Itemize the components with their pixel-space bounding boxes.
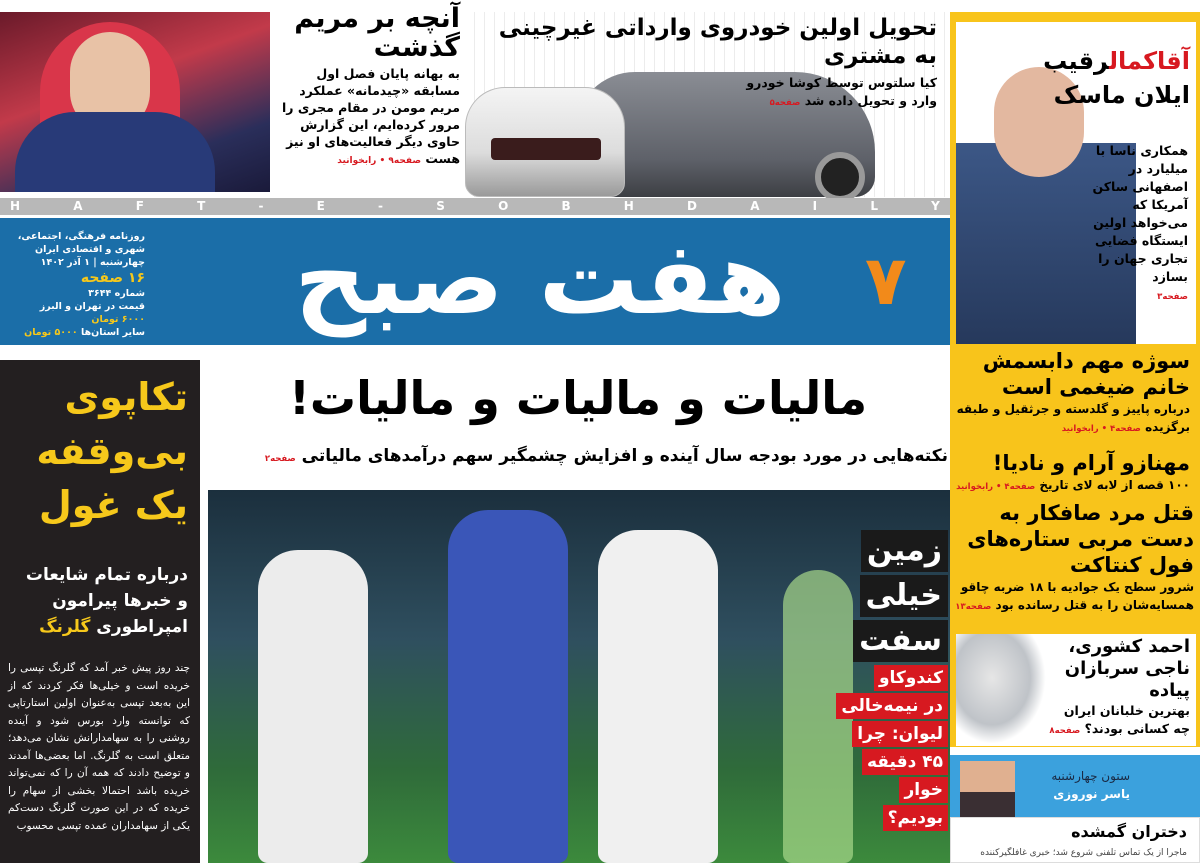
golrang-title-line: بی‌وقفه bbox=[36, 429, 188, 473]
main-subheadline bbox=[208, 446, 948, 466]
golrang-sub-line: درباره تمام شایعات bbox=[25, 565, 188, 585]
photo-body bbox=[15, 112, 215, 192]
murder-body: شرور سطح یک جوادیه با ۱۸ ضربه چاقو همسایه‌شان را به قتل رسانده بود bbox=[960, 580, 1194, 612]
column-author: یاسر نوروزی bbox=[1053, 787, 1130, 801]
strip-letter: F bbox=[135, 199, 144, 213]
mahnaz-article[interactable] bbox=[955, 450, 1190, 496]
price-tehran-label: قیمت در تهران و البرز bbox=[39, 301, 145, 312]
mahnaz-body: ۱۰۰ قصه از لابه لای تاریخ bbox=[1039, 478, 1190, 492]
keshvari-title: احمد کشوری، ناجی سربازان پیاده bbox=[1064, 636, 1190, 701]
kamal-title-red: آقاکمال bbox=[1108, 47, 1190, 75]
price-other: ۵۰۰۰ تومان bbox=[24, 327, 78, 338]
strip-letter: H bbox=[10, 199, 21, 213]
overlay-black-line: خیلی bbox=[860, 575, 948, 617]
maryam-momen-photo bbox=[0, 12, 270, 192]
maryam-article[interactable] bbox=[272, 4, 460, 170]
strip-letter: I bbox=[812, 199, 818, 213]
strip-letter: B bbox=[561, 199, 571, 213]
column-label: ستون چهارشنبه bbox=[1051, 769, 1130, 783]
murder-article[interactable] bbox=[954, 500, 1194, 616]
overlay-red-line: بودیم؟ bbox=[883, 805, 948, 831]
maryam-title: آنچه بر مریم گذشت bbox=[294, 3, 460, 63]
strip-letter: H bbox=[623, 199, 634, 213]
dubsmash-body: درباره پاییز و گلدسته و جرثقیل و طبقه برگزیده bbox=[956, 402, 1190, 434]
overlay-red-line: خوار bbox=[899, 777, 948, 803]
golrang-subtitle bbox=[26, 562, 188, 640]
strip-letter: S bbox=[436, 199, 445, 213]
column-excerpt: ماجرا از یک تماس تلفنی شروع شد؛ خبری غافلگیرکننده bbox=[980, 848, 1187, 858]
dubsmash-title: سوژه مهم دابسمش خانم ضیغمی است bbox=[982, 349, 1190, 399]
mahnaz-ref: صفحه۴ • رابخوانید bbox=[956, 482, 1036, 492]
kamal-ref: صفحه۳ bbox=[1157, 292, 1188, 302]
kamal-body-text: همکاری ناسا با میلیارد در اصفهانی ساکن آمریکا که می‌خواهد اولین ایستگاه فضایی تجاری جهان را بسازد bbox=[1092, 143, 1188, 284]
car-grille bbox=[491, 138, 601, 160]
logo-seven: ۷ bbox=[865, 242, 907, 321]
strip-letter: D bbox=[687, 199, 697, 213]
overlay-black-line: سفت bbox=[853, 620, 948, 662]
subhead-text: نکته‌هایی در مورد بودجه سال آینده و افزایش چشمگیر سهم درآمدهای مالیاتی bbox=[301, 446, 948, 466]
golrang-title bbox=[36, 370, 188, 532]
main-headline[interactable]: مالیات و مالیات و مالیات! bbox=[288, 371, 868, 425]
keshvari-ref: صفحه۸ bbox=[1049, 726, 1081, 736]
maryam-body bbox=[272, 65, 460, 170]
overlay-red-line: کندوکاو bbox=[874, 665, 948, 691]
golrang-article[interactable] bbox=[0, 360, 200, 863]
golrang-title-line: یک غول bbox=[38, 483, 188, 527]
masthead bbox=[0, 218, 950, 345]
car-sub-line2: وارد و تحویل داده شد bbox=[804, 93, 937, 108]
overlay-black-line: زمین bbox=[861, 530, 948, 572]
dubsmash-article[interactable] bbox=[955, 348, 1190, 438]
keshvari-body: بهترین خلبانان ایران چه کسانی بودند؟ bbox=[1063, 703, 1190, 736]
maryam-ref: صفحه۹ • رابخوانید bbox=[337, 156, 422, 166]
strip-letter: A bbox=[750, 199, 760, 213]
car-article[interactable] bbox=[465, 12, 945, 197]
maryam-body-text: به بهانه پایان فصل اول مسابقه «چیدمانه» عملکرد مریم مومن در مقام مجری را مرور کرده‌ایم، این گزارش حاوی دیگر فعالیت‌های او نیز هست bbox=[282, 66, 460, 166]
player-white-left bbox=[258, 550, 368, 863]
murder-title: قتل مرد صافکار به دست مربی ستاره‌های فول کنتاکت bbox=[967, 501, 1194, 577]
car-title: تحویل اولین خودروی وارداتی غیرچینی به مشتری bbox=[498, 15, 937, 69]
player-blue bbox=[448, 510, 568, 863]
white-car-image bbox=[465, 87, 625, 197]
kamal-body bbox=[1078, 142, 1188, 306]
mahnaz-title: مهنازو آرام و نادیا! bbox=[992, 451, 1190, 475]
wednesday-column-header[interactable] bbox=[950, 755, 1200, 817]
dubsmash-ref: صفحه۴ • رابخوانید bbox=[1061, 424, 1141, 434]
overlay-red-line: ۴۵ دقیقه bbox=[862, 749, 948, 775]
overlay-red-line: در نیمه‌خالی bbox=[836, 693, 948, 719]
strip-letter: E bbox=[316, 199, 325, 213]
golrang-body: چند روز پیش خبر آمد که گلرنگ تپسی را خریده است و خیلی‌ها فکر کردند که از این به‌بعد تپسی به‌عنوان اولین استارتاپی که توانسته وارد بورس شود و آینده روشنی را به سهامدارانش نشان می‌دهد؛ متعلق است به گلرنگ. اما بعضی‌ها آمدند و توضیح دادند که همه آن را که نمی‌تواند خریده باشد احتمالا بخشی از سهام را خریده که در این صورت گلرنگ دست‌کم یکی از سهامداران عمده تپسی محسوب bbox=[8, 662, 190, 832]
strip-letter: - bbox=[258, 199, 264, 213]
player-white-right bbox=[598, 530, 718, 863]
issue-date: چهارشنبه | ۱ آذر ۱۴۰۲ bbox=[40, 257, 145, 268]
murder-ref: صفحه۱۳ bbox=[955, 602, 992, 612]
helicopter-photo bbox=[956, 634, 1046, 744]
kamal-title bbox=[1043, 44, 1190, 112]
column-title: دختران گمشده bbox=[1071, 822, 1187, 841]
car-ref: صفحه۵ bbox=[769, 98, 801, 108]
keshvari-article[interactable] bbox=[956, 634, 1196, 746]
haft-e-sobh-strip bbox=[0, 198, 950, 215]
subhead-ref: صفحه۲ bbox=[264, 454, 296, 464]
strip-letter: O bbox=[498, 199, 509, 213]
strip-letter: T bbox=[197, 199, 206, 213]
kamal-title-rest: رقیب bbox=[1043, 47, 1109, 75]
golrang-title-line: تکاپوی bbox=[64, 375, 188, 419]
strip-letter: A bbox=[73, 199, 83, 213]
issue-number: شماره ۳۶۴۴ bbox=[88, 288, 145, 299]
missing-girls-article[interactable] bbox=[950, 817, 1200, 863]
golrang-sub-line: امپراطوری bbox=[96, 617, 188, 637]
photo-overlay-caption bbox=[836, 530, 948, 833]
car-wheel bbox=[815, 152, 865, 202]
car-subtitle bbox=[746, 74, 937, 112]
price-tehran: ۶۰۰۰ تومان bbox=[91, 314, 145, 325]
masthead-info bbox=[10, 230, 145, 339]
kamal-article[interactable] bbox=[956, 22, 1196, 344]
strip-letter: L bbox=[870, 199, 878, 213]
price-other-label: سایر استان‌ها bbox=[81, 327, 145, 338]
page-count: ۱۶ صفحه bbox=[80, 270, 145, 286]
kamal-title-line2: ایلان ماسک bbox=[1053, 81, 1190, 109]
strip-letter: Y bbox=[931, 199, 940, 213]
keshvari-text bbox=[1045, 636, 1190, 740]
golrang-sub-line: و خبرها پیرامون bbox=[52, 591, 188, 611]
strip-letter: - bbox=[378, 199, 384, 213]
paper-description: روزنامه فرهنگی، اجتماعی، شهری و اقتصادی ایران bbox=[17, 231, 145, 255]
newspaper-logo: هفت صبح bbox=[294, 220, 786, 337]
car-sub-line1: کیا سلتوس توسط کوشا خودرو bbox=[746, 75, 937, 90]
columnist-photo bbox=[960, 755, 1015, 817]
golrang-highlight: گلرنگ bbox=[39, 617, 91, 637]
overlay-red-line: لیوان: چرا bbox=[852, 721, 948, 747]
